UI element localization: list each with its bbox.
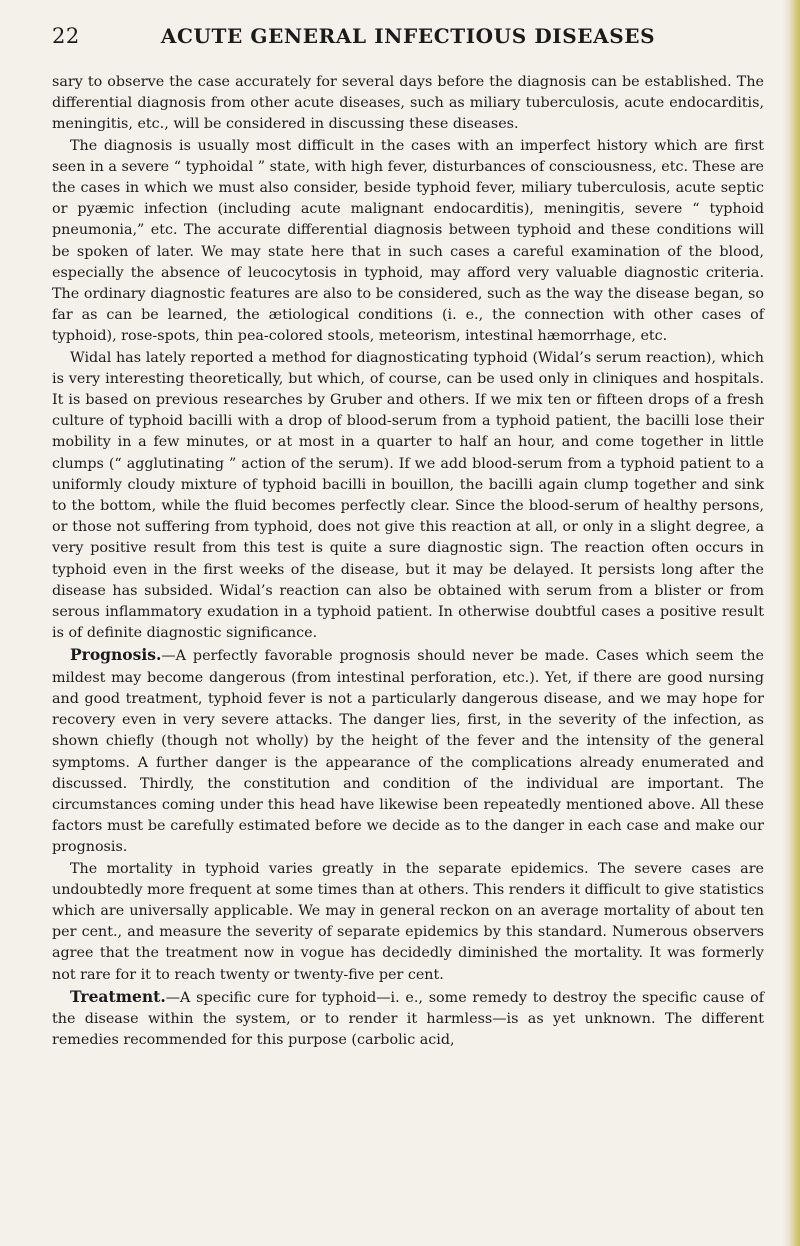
paragraph-treatment <box>52 986 764 1052</box>
treatment-text: —A specific cure for typhoid—i. e., some remedy to destroy the specific cause of the disease within the system, or to render it harmless—is as yet unknown. The different remedies recommended for this purpose (carbolic acid, <box>52 989 764 1049</box>
section-heading-prognosis: Prognosis. <box>70 645 162 665</box>
page-edge-shading <box>782 0 800 1246</box>
paragraph-prognosis <box>52 644 764 858</box>
paragraph-mortality: The mortality in typhoid varies greatly in the separate epidemics. The severe cases are undoubtedly more frequent at some times than at others. This renders it difficult to give statistics which are universally applicable. We may in general reckon on an average mortality of about ten per cent., and measure the severity of separate epidemics by this standard. Numerous observers agree that the treatment now in vogue has decidedly diminished the mortality. It was formerly not rare for it to reach twenty or twenty-five per cent. <box>52 860 764 983</box>
section-heading-treatment: Treatment. <box>70 986 166 1006</box>
paragraph-difficult-diagnosis: The diagnosis is usually most difficult in the cases with an imperfect history which are first seen in a severe “ typhoidal ” state, with high fever, disturbances of consciousness, etc. These are the cases in which we must also consider, beside typhoid fever, miliary tuberculosis, acute septic or pyæmic infection (including acute malignant endocarditis), meningitis, severe “ typhoid pneumonia,” etc. The accurate differential diagnosis between typhoid and these conditions will be spoken of later. We may state here that in such cases a careful examination of the blood, especially the absence of leucocytosis in typhoid, may afford very valuable diagnostic criteria. The ordinary diagnostic features are also to be considered, such as the way the disease began, so far as can be learned, the ætiological conditions (i. e., the connection with other cases of typhoid), rose-spots, thin pea-colored stools, meteorism, intestinal hæmorrhage, etc. <box>52 137 764 345</box>
body-text <box>52 72 764 1051</box>
paragraph-widal-reaction: Widal has lately reported a method for diagnosticating typhoid (Widal’s serum reaction), which is very interesting theoretically, but which, of course, can be used only in cliniques and hospitals. It is based on previous researches by Gruber and others. If we mix ten or fifteen drops of a fresh culture of typhoid bacilli with a drop of blood-serum from a typhoid patient, the bacilli lose their mobility in a few minutes, or at most in a quarter to half an hour, and come together in little clumps (“ agglutinating ” action of the serum). If we add blood-serum from a typhoid patient to a uniformly cloudy mixture of typhoid bacilli in bouillon, the bacilli again clump together and sink to the bottom, while the fluid becomes perfectly clear. Since the blood-serum of healthy persons, or those not suffering from typhoid, does not give this reaction at all, or only in a slight degree, a very positive result from this test is quite a sure diagnostic sign. The reaction often occurs in typhoid even in the first weeks of the disease, but it may be delayed. It persists long after the disease has subsided. Widal’s reaction can also be obtained with serum from a blister or from serous inflammatory exudation in a typhoid patient. In otherwise doubtful cases a positive result is of definite diagnostic significance. <box>52 349 764 642</box>
page-header <box>52 24 764 54</box>
running-title: ACUTE GENERAL INFECTIOUS DISEASES <box>160 24 656 48</box>
book-page <box>52 24 764 1051</box>
paragraph-diagnosis-continued: sary to observe the case accurately for several days before the diagnosis can be established. The differential diagnosis from other acute diseases, such as miliary tuberculosis, acute endocarditis, meningitis, etc., will be considered in discussing these diseases. <box>52 74 764 133</box>
prognosis-text: —A perfectly favorable prognosis should never be made. Cases which seem the mildest may become dangerous (from intestinal perforation, etc.). Yet, if there are good nursing and good treatment, typhoid fever is not a particularly dangerous disease, and we may hope for recovery even in very severe attacks. The danger lies, first, in the severity of the infection, as shown chiefly (though not wholly) by the height of the fever and the intensity of the general symptoms. A further danger is the appearance of the complications already enumerated and discussed. Thirdly, the constitution and condition of the individual are important. The circumstances coming under this head have likewise been repeatedly mentioned above. All these factors must be carefully estimated before we decide as to the danger in each case and make our prognosis. <box>52 648 764 856</box>
page-number: 22 <box>52 24 80 48</box>
